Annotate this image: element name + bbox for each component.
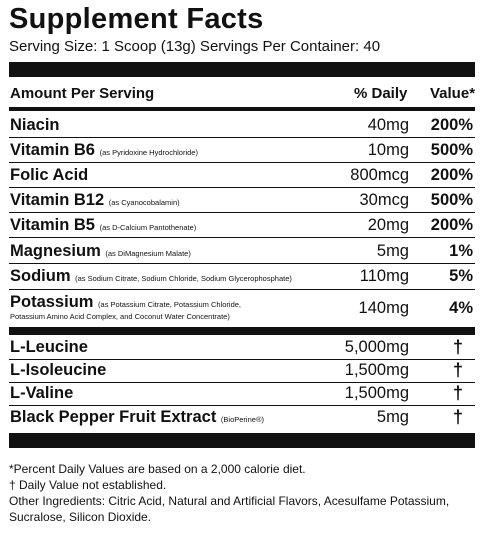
ingredient-name: L-Valine [10, 384, 74, 402]
nutrient-row [9, 238, 475, 264]
header-daily: % Daily [354, 85, 408, 102]
nutrient-row [9, 137, 475, 163]
dagger-mark: † [452, 383, 463, 403]
nutrient-row [9, 187, 475, 213]
nutrient-dv: 500% [430, 141, 473, 159]
nutrient-note: (as Potassium Citrate, Potassium Chloride, [98, 300, 242, 309]
ingredient-row [9, 336, 475, 360]
ingredient-note: (BioPerine®) [220, 415, 264, 424]
header-rule [9, 107, 475, 111]
nutrient-amount: 10mg [367, 141, 409, 159]
nutrient-name: Sodium [10, 267, 71, 285]
nutrient-row [9, 263, 475, 289]
ingredient-amount: 5mg [376, 408, 409, 426]
ingredient-row [9, 382, 475, 406]
nutrient-dv: 200% [430, 116, 473, 134]
dagger-mark: † [452, 407, 463, 427]
nutrient-row [9, 162, 475, 188]
nutrient-name: Folic Acid [10, 166, 89, 184]
nutrient-dv: 5% [449, 267, 473, 285]
nutrient-dv: 200% [430, 216, 473, 234]
nutrient-dv: 4% [449, 299, 473, 317]
nutrient-amount: 20mg [367, 216, 409, 234]
nutrient-note-continued: Potassium Amino Acid Complex, and Coconut Water Concentrate) [10, 312, 230, 321]
footer-notes [9, 461, 479, 525]
nutrient-amount: 30mcg [359, 191, 409, 209]
nutrient-dv: 500% [430, 191, 473, 209]
nutrient-dv: 200% [430, 166, 473, 184]
dagger-mark: † [452, 360, 463, 380]
nutrient-name: Niacin [10, 116, 60, 134]
nutrient-amount: 140mg [358, 299, 409, 317]
nutrient-name: Potassium [10, 293, 94, 311]
nutrient-name: Magnesium [10, 242, 101, 260]
nutrient-dv: 1% [449, 242, 473, 260]
ingredient-name: L-Isoleucine [10, 361, 107, 379]
footnote-percent: *Percent Daily Values are based on a 2,000 calorie diet. [9, 462, 306, 476]
page-title: Supplement Facts [9, 3, 264, 35]
ingredient-row [9, 405, 475, 431]
top-rule [9, 62, 475, 77]
nutrient-amount: 110mg [359, 267, 409, 285]
nutrient-row [9, 212, 475, 238]
nutrient-note: (as D-Calcium Pantothenate) [99, 223, 197, 232]
ingredient-amount: 1,500mg [344, 361, 409, 379]
ingredient-amount: 1,500mg [344, 384, 409, 402]
header-amount: Amount Per Serving [10, 85, 155, 102]
section-rule [9, 327, 475, 335]
nutrient-name: Vitamin B5 [10, 216, 95, 234]
nutrient-amount: 800mcg [350, 166, 409, 184]
footnote-dagger: † Daily Value not established. [9, 478, 167, 492]
nutrient-note: (as Sodium Citrate, Sodium Chloride, Sodium Glycerophosphate) [75, 274, 292, 283]
ingredient-name: L-Leucine [10, 338, 88, 356]
nutrient-row [9, 112, 475, 138]
ingredient-row [9, 359, 475, 383]
nutrient-note: (as DiMagnesium Malate) [105, 249, 191, 258]
nutrient-amount: 40mg [367, 116, 409, 134]
nutrient-row [9, 290, 475, 326]
bottom-rule [9, 433, 475, 448]
nutrient-name: Vitamin B12 [10, 191, 105, 209]
dagger-mark: † [452, 337, 463, 357]
header-value: Value* [430, 85, 476, 102]
nutrient-name: Vitamin B6 [10, 141, 95, 159]
nutrient-note: (as Pyridoxine Hydrochloride) [99, 148, 198, 157]
nutrient-note: (as Cyanocobalamin) [108, 198, 180, 207]
ingredient-amount: 5,000mg [344, 338, 409, 356]
other-ingredients: Other Ingredients: Citric Acid, Natural and Artificial Flavors, Acesulfame Potassium, Sucralose, Silicon Dioxide. [9, 494, 450, 524]
serving-info: Serving Size: 1 Scoop (13g) Servings Per Container: 40 [9, 38, 381, 55]
nutrient-amount: 5mg [376, 242, 409, 260]
ingredient-name: Black Pepper Fruit Extract [10, 408, 217, 426]
